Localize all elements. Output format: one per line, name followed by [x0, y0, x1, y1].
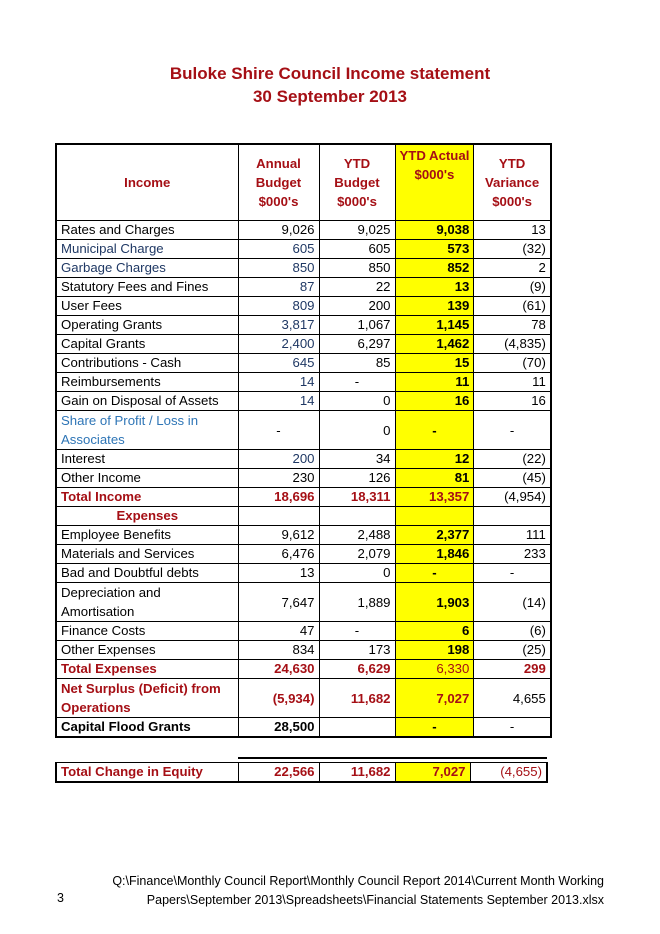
row-label: Other Income	[56, 469, 238, 488]
row-label: Total Income	[56, 488, 238, 507]
table-row: Other Income 230 126 81 (45)	[56, 469, 551, 488]
report-date: 30 September 2013	[252, 87, 408, 106]
header-annual-budget: Annual Budget $000's	[238, 144, 319, 221]
header-ytd-variance: YTD Variance $000's	[474, 144, 551, 221]
row-label: Interest	[56, 450, 238, 469]
table-row: Capital Grants 2,400 6,297 1,462 (4,835)	[56, 335, 551, 354]
expenses-section-heading: Expenses	[56, 507, 551, 526]
row-label: Finance Costs	[56, 622, 238, 641]
header-ytd-budget: YTD Budget $000's	[319, 144, 395, 221]
row-label: Employee Benefits	[56, 526, 238, 545]
row-label: Capital Flood Grants	[56, 718, 238, 738]
table-row: User Fees 809 200 139 (61)	[56, 297, 551, 316]
row-label: Materials and Services	[56, 545, 238, 564]
table-row: Other Expenses 834 173 198 (25)	[56, 641, 551, 660]
table-row: Statutory Fees and Fines 87 22 13 (9)	[56, 278, 551, 297]
table-row: Finance Costs 47 - 6 (6)	[56, 622, 551, 641]
net-surplus-row: Net Surplus (Deficit) from Operations (5,934) 11,682 7,027 4,655	[56, 679, 551, 718]
table-row: Materials and Services 6,476 2,079 1,846 233	[56, 545, 551, 564]
table-row: Operating Grants 3,817 1,067 1,145 78	[56, 316, 551, 335]
row-label: Depreciation and Amortisation	[56, 583, 238, 622]
row-label: Share of Profit / Loss in Associates	[56, 411, 238, 450]
row-label: Municipal Charge	[56, 240, 238, 259]
capital-flood-grants-row: Capital Flood Grants 28,500 - -	[56, 718, 551, 738]
file-path-footer: Q:\Finance\Monthly Council Report\Monthly Council Report 2014\Current Month Working Papers\September 2013\Spreadsheets\Financial Statements September 2013.xlsx	[112, 874, 604, 907]
row-label: Contributions - Cash	[56, 354, 238, 373]
income-statement-table	[55, 143, 552, 738]
header-income: Income	[56, 144, 238, 221]
total-income-row: Total Income 18,696 18,311 13,357 (4,954)	[56, 488, 551, 507]
header-ytd-actual: YTD Actual $000's	[395, 144, 474, 221]
total-change-in-equity-row: Total Change in Equity 22,566 11,682 7,027 (4,655)	[56, 763, 547, 783]
row-label: Garbage Charges	[56, 259, 238, 278]
row-label: Bad and Doubtful debts	[56, 564, 238, 583]
table-row: Reimbursements 14 - 11 11	[56, 373, 551, 392]
row-label: Reimbursements	[56, 373, 238, 392]
row-label: Other Expenses	[56, 641, 238, 660]
row-label: Total Change in Equity	[56, 763, 238, 783]
table-row: Interest 200 34 12 (22)	[56, 450, 551, 469]
table-row: Share of Profit / Loss in Associates - 0 - -	[56, 411, 551, 450]
row-label: Rates and Charges	[56, 221, 238, 240]
table-row: Contributions - Cash 645 85 15 (70)	[56, 354, 551, 373]
table-row: Bad and Doubtful debts 13 0 - -	[56, 564, 551, 583]
table-row: Gain on Disposal of Assets 14 0 16 16	[56, 392, 551, 411]
page-number: 3	[57, 891, 64, 905]
table-header-row	[56, 144, 551, 221]
row-label: Operating Grants	[56, 316, 238, 335]
row-label: Gain on Disposal of Assets	[56, 392, 238, 411]
table-row: Employee Benefits 9,612 2,488 2,377 111	[56, 526, 551, 545]
row-label: Statutory Fees and Fines	[56, 278, 238, 297]
table-row: Rates and Charges 9,026 9,025 9,038 13	[56, 221, 551, 240]
report-title: Buloke Shire Council Income statement	[169, 64, 491, 83]
table-row: Garbage Charges 850 850 852 2	[56, 259, 551, 278]
table-row: Municipal Charge 605 605 573 (32)	[56, 240, 551, 259]
row-label: Net Surplus (Deficit) from Operations	[56, 679, 238, 718]
total-expenses-row: Total Expenses 24,630 6,629 6,330 299	[56, 660, 551, 679]
table-row: Depreciation and Amortisation 7,647 1,889 1,903 (14)	[56, 583, 551, 622]
row-label: User Fees	[56, 297, 238, 316]
row-label: Total Expenses	[56, 660, 238, 679]
row-label: Capital Grants	[56, 335, 238, 354]
total-change-in-equity-table	[55, 757, 548, 783]
